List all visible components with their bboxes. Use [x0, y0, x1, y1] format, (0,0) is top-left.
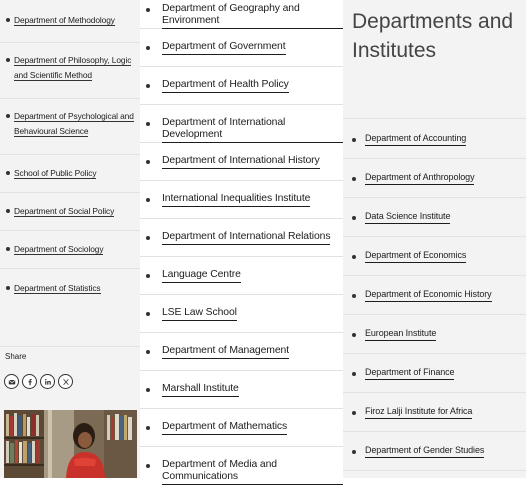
link-text: Department of Statistics: [14, 283, 101, 293]
list-item: [343, 197, 526, 237]
list-item: [140, 408, 343, 447]
list-item: [0, 230, 140, 269]
link-text: Department of Philosophy, Logic and Scientific Method: [14, 55, 132, 80]
list-item: [343, 431, 526, 471]
dept-link-european-institute[interactable]: European Institute: [365, 328, 436, 341]
page-title: Departments and Institutes: [352, 10, 514, 62]
bullet-icon: [146, 426, 150, 430]
list-item: [0, 42, 140, 99]
bullet-icon: [6, 114, 10, 118]
bullet-icon: [146, 46, 150, 50]
list-item: [0, 154, 140, 193]
dept-link-anthropology[interactable]: Department of Anthropology: [365, 172, 474, 185]
bullet-icon: [352, 372, 356, 376]
x-glyph: [62, 378, 70, 386]
dept-link-media-communications[interactable]: Department of Media and Communications: [162, 459, 343, 485]
bullet-icon: [146, 388, 150, 392]
bullet-icon: [6, 286, 10, 290]
facebook-glyph: [26, 378, 34, 386]
bullet-icon: [146, 122, 150, 126]
list-item: [140, 218, 343, 257]
email-glyph: [8, 378, 16, 386]
dept-link-africa-institute[interactable]: Firoz Lalji Institute for Africa: [365, 406, 472, 419]
share-label: Share: [5, 352, 27, 361]
bullet-icon: [146, 312, 150, 316]
list-item: [343, 392, 526, 432]
dept-link-language-centre[interactable]: Language Centre: [162, 269, 241, 283]
dept-link-social-policy[interactable]: [14, 204, 134, 220]
list-item: [140, 142, 343, 181]
link-text: School of Public Policy: [14, 168, 97, 178]
email-icon[interactable]: [4, 374, 19, 389]
dept-link-data-science[interactable]: Data Science Institute: [365, 211, 450, 224]
link-text: Department of Sociology: [14, 244, 104, 254]
right-column: [343, 0, 526, 478]
list-item: [343, 158, 526, 198]
list-item: [343, 236, 526, 276]
dept-link-government[interactable]: Department of Government: [162, 41, 286, 55]
list-item: [0, 268, 140, 347]
linkedin-icon[interactable]: [40, 374, 55, 389]
list-item: [140, 256, 343, 295]
list-item: [140, 294, 343, 333]
dept-link-international-history[interactable]: Department of International History: [162, 155, 320, 169]
list-item: [343, 314, 526, 354]
bullet-icon: [146, 8, 150, 12]
list-item: [140, 104, 343, 143]
dept-link-health-policy[interactable]: Department of Health Policy: [162, 79, 289, 93]
bullet-icon: [146, 464, 150, 468]
list-item: [140, 180, 343, 219]
dept-link-psychological[interactable]: [14, 109, 134, 140]
dept-link-law-school[interactable]: LSE Law School: [162, 307, 237, 321]
bullet-icon: [352, 294, 356, 298]
bullet-icon: [6, 171, 10, 175]
dept-link-mathematics[interactable]: Department of Mathematics: [162, 421, 287, 435]
bullet-icon: [352, 216, 356, 220]
list-item: [343, 275, 526, 315]
dept-link-international-development[interactable]: Department of International Development: [162, 117, 343, 143]
bullet-icon: [6, 247, 10, 251]
bullet-icon: [352, 411, 356, 415]
link-text: Department of Social Policy: [14, 206, 115, 216]
link-text: Department of Psychological and Behavioural Science: [14, 111, 134, 136]
list-item: [343, 119, 526, 159]
dept-link-accounting[interactable]: Department of Accounting: [365, 133, 466, 146]
bullet-icon: [352, 138, 356, 142]
bullet-icon: [6, 58, 10, 62]
list-item: [140, 0, 343, 29]
dept-link-statistics[interactable]: [14, 281, 134, 297]
list-item: [140, 28, 343, 67]
library-photo: [4, 410, 137, 478]
dept-link-management[interactable]: Department of Management: [162, 345, 289, 359]
dept-link-finance[interactable]: Department of Finance: [365, 367, 454, 380]
link-text: Department of Methodology: [14, 15, 115, 25]
list-item: [140, 446, 343, 484]
list-item: [0, 98, 140, 155]
x-icon[interactable]: [58, 374, 73, 389]
linkedin-glyph: [44, 378, 52, 386]
dept-link-gender-studies[interactable]: Department of Gender Studies: [365, 445, 484, 458]
bullet-icon: [352, 450, 356, 454]
dept-link-methodology[interactable]: [14, 13, 134, 29]
list-item: [140, 66, 343, 105]
list-item: [0, 0, 140, 43]
dept-link-sociology[interactable]: [14, 242, 134, 258]
middle-column: [140, 0, 343, 482]
dept-link-economic-history[interactable]: Department of Economic History: [365, 289, 492, 302]
dept-link-marshall-institute[interactable]: Marshall Institute: [162, 383, 239, 397]
bullet-icon: [146, 84, 150, 88]
dept-link-philosophy[interactable]: [14, 53, 134, 84]
share-buttons: [4, 374, 73, 389]
dept-link-geography[interactable]: Department of Geography and Environment: [162, 3, 343, 29]
bullet-icon: [352, 255, 356, 259]
list-item: [140, 332, 343, 371]
dept-link-international-relations[interactable]: Department of International Relations: [162, 231, 330, 245]
list-item: [140, 370, 343, 409]
bullet-icon: [146, 350, 150, 354]
dept-link-public-policy[interactable]: [14, 166, 134, 182]
dept-link-inequalities-institute[interactable]: International Inequalities Institute: [162, 193, 310, 207]
bullet-icon: [6, 209, 10, 213]
dept-link-economics[interactable]: Department of Economics: [365, 250, 466, 263]
bullet-icon: [146, 274, 150, 278]
list-item: [343, 353, 526, 393]
list-item: [0, 192, 140, 231]
library-photo-illustration: [4, 410, 137, 478]
bullet-icon: [146, 198, 150, 202]
bullet-icon: [352, 333, 356, 337]
bullet-icon: [6, 18, 10, 22]
left-column: [0, 0, 140, 478]
bullet-icon: [146, 236, 150, 240]
bullet-icon: [146, 160, 150, 164]
bullet-icon: [352, 177, 356, 181]
facebook-icon[interactable]: [22, 374, 37, 389]
